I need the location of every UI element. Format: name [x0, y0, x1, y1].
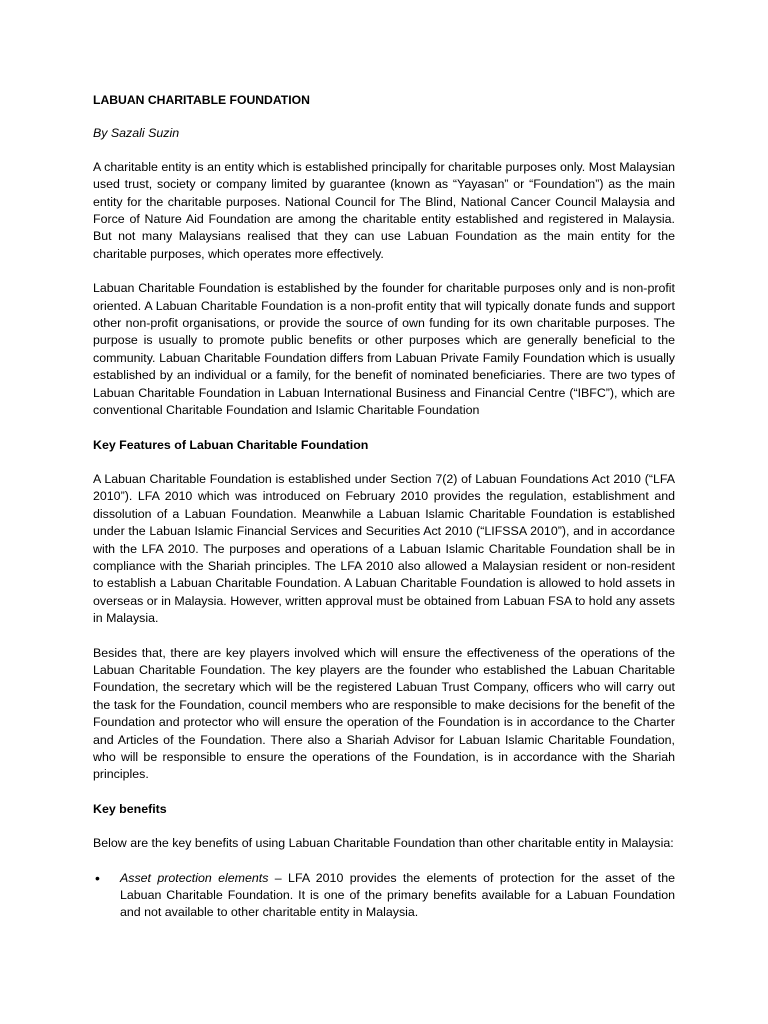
bullet-term: Asset protection elements [120, 870, 269, 885]
document-title: LABUAN CHARITABLE FOUNDATION [93, 93, 310, 107]
key-benefits-intro: Below are the key benefits of using Labuan Charitable Foundation than other charitable entity in Malaysia: [93, 836, 674, 851]
section-heading-key-features: Key Features of Labuan Charitable Foundation [93, 437, 369, 452]
section-heading-key-benefits: Key benefits [93, 801, 167, 816]
key-features-paragraph-1: A Labuan Charitable Foundation is established under Section 7(2) of Labuan Foundations Act 2010 (“LFA 2010”). LFA 2010 which was introduced on February 2010 provides the regulation, establishment and dissolution of a Labuan Foundation. Meanwhile a Labuan Islamic Charitable Foundation is established under the Labuan Islamic Financial Services and Securities Act 2010 (“LIFSSA 2010”), and in accordance with the LFA 2010. The purposes and operations of a Labuan Islamic Charitable Foundation shall be in compliance with the Shariah principles. The LFA 2010 also allowed a Malaysian resident or non-resident to establish a Labuan Charitable Foundation. A Labuan Charitable Foundation is allowed to hold assets in overseas or in Malaysia. However, written approval must be obtained from Labuan FSA to hold any assets in Malaysia. [93, 471, 675, 626]
list-item [93, 870, 675, 922]
intro-paragraph-2: Labuan Charitable Foundation is established by the founder for charitable purposes only and is non-profit oriented. A Labuan Charitable Foundation is a non-profit entity that will typically donate funds and support other non-profit organisations, or provide the source of own funding for its own charitable purposes. The purpose is usually to promote public benefits or other purposes which are generally beneficial to the community. Labuan Charitable Foundation differs from Labuan Private Family Foundation which is usually established by an individual or a family, for the benefit of nominated beneficiaries. There are two types of Labuan Charitable Foundation in Labuan International Business and Financial Centre (“IBFC”), which are conventional Charitable Foundation and Islamic Charitable Foundation [93, 281, 675, 418]
intro-paragraph-1: A charitable entity is an entity which is established principally for charitable purposes only. Most Malaysian used trust, society or company limited by guarantee (known as “Yayasan” or “Foundation”) as the main entity for the charitable purposes. National Council for The Blind, National Cancer Council Malaysia and Force of Nature Aid Foundation are among the charitable entity established and registered in Malaysia. But not many Malaysians realised that they can use Labuan Foundation as the main entity for the charitable purposes, which operates more effectively. [93, 159, 675, 261]
key-benefits-list [93, 870, 675, 922]
document-author: By Sazali Suzin [93, 126, 180, 141]
bullet-text: – LFA 2010 provides the elements of protection for the asset of the Labuan Charitable Foundation. It is one of the primary benefits available for a Labuan Foundation and not available to other charitable entity in Malaysia. [120, 870, 675, 920]
document-page [93, 92, 675, 922]
key-features-paragraph-2: Besides that, there are key players involved which will ensure the effectiveness of the operations of the Labuan Charitable Foundation. The key players are the founder who established the Labuan Charitable Foundation, the secretary which will be the registered Labuan Trust Company, officers who will carry out the task for the Foundation, council members who are responsible to make decisions for the benefit of the Foundation and protector who will ensure the operation of the Foundation is in accordance to the Charter and Articles of the Foundation. There also a Shariah Advisor for Labuan Islamic Charitable Foundation, who will be responsible to ensure the operations of the Foundation, is in accordance with the Shariah principles. [93, 645, 675, 782]
bullet-icon: • [95, 869, 100, 886]
